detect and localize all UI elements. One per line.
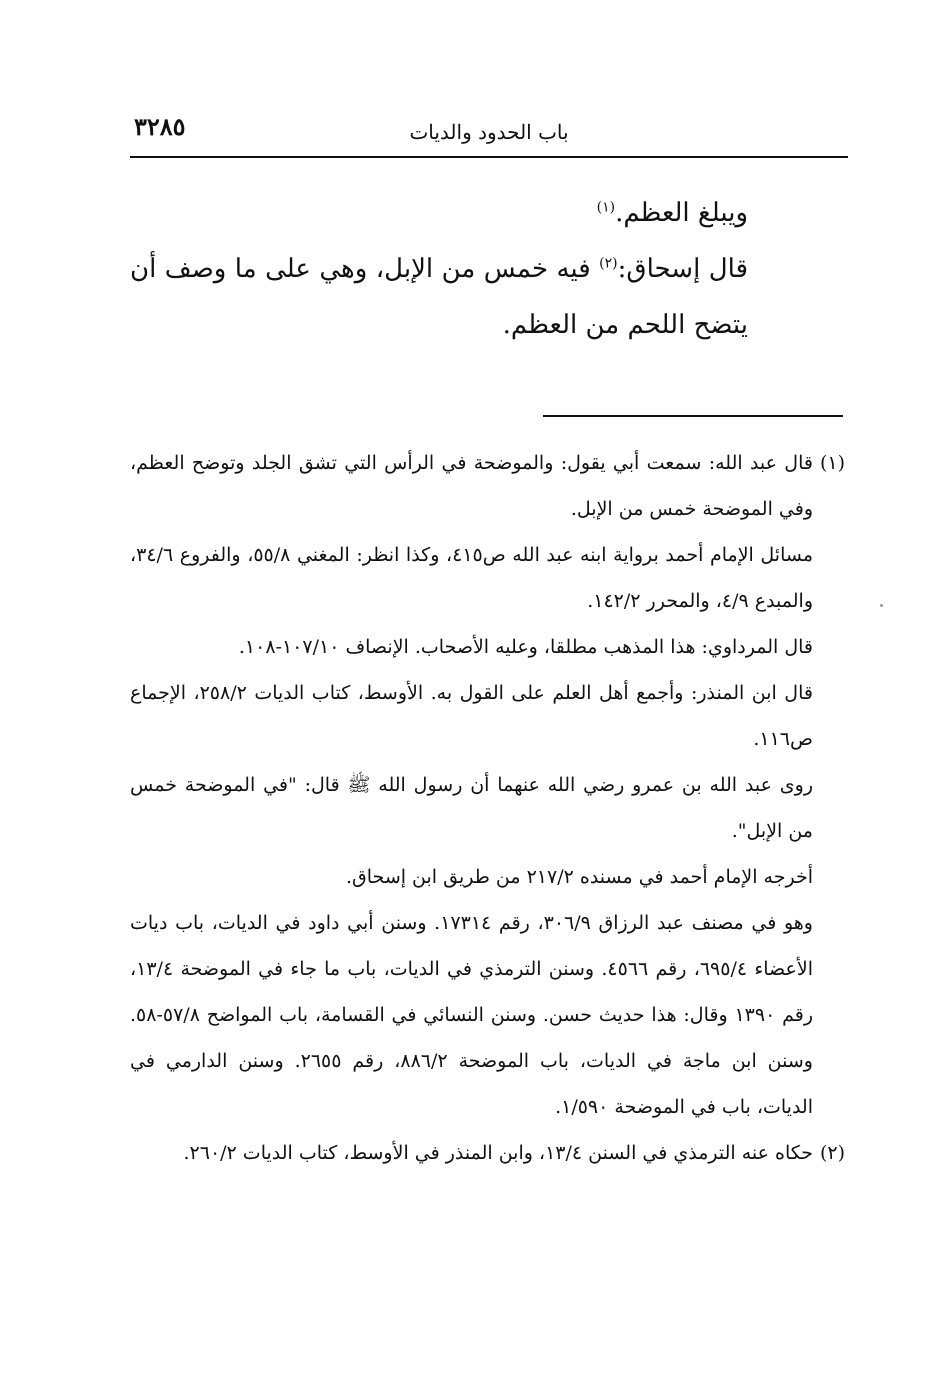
footnote-marker: (٢) [599,255,618,272]
main-text-span: فيه خمس من الإبل، وهي على ما وصف أن يتضح اللحم من العظم. [130,254,748,340]
footnote-separator [543,415,843,417]
main-paragraph [130,185,748,241]
footnote [130,440,845,532]
footnote-paragraph: روى عبد الله بن عمرو رضي الله عنهما أن رسول الله ﷺ قال: "في الموضحة خمس من الإبل". [130,774,813,842]
main-text-span: قال إسحاق: [617,254,748,284]
footnote-text: قال عبد الله: سمعت أبي يقول: والموضحة في الرأس التي تشق الجلد وتوضح العظم، وفي الموضحة خمس من الإبل. [130,452,813,520]
footnote-paragraph: أخرجه الإمام أحمد في مسنده ٢١٧/٢ من طريق ابن إسحاق. [345,866,813,888]
footnote-paragraph: وهو في مصنف عبد الرزاق ٣٠٦/٩، رقم ١٧٣١٤. وسنن أبي داود في الديات، باب ديات الأعضاء ٦٩٥/٤، رقم ٤٥٦٦. وسنن الترمذي في الديات، باب ما جاء في الموضحة ١٣/٤، رقم ١٣٩٠ وقال: هذا حديث حسن. وسنن النسائي في القسامة، باب المواضح ٥٧/٨-٥٨. وسنن ابن ماجة في الديات، باب الموضحة ٨٨٦/٢، رقم ٢٦٥٥. وسنن الدارمي في الديات، باب في الموضحة ١/٥٩٠. [130,912,813,1118]
main-text-span: ويبلغ العظم. [615,198,748,228]
footnote-number: (١) [819,452,845,474]
footnote-paragraph: مسائل الإمام أحمد برواية ابنه عبد الله ص٤١٥، وكذا انظر: المغني ٥٥/٨، والفروع ٣٤/٦، والمبدع ٤/٩، والمحرر ١٤٢/٢. [130,544,813,612]
running-header [130,112,848,158]
main-paragraph [130,241,748,353]
footnotes [130,440,845,1176]
footnote-paragraph: قال ابن المنذر: وأجمع أهل العلم على القول به. الأوسط، كتاب الديات ٢٥٨/٢، الإجماع ص١١٦. [130,682,813,750]
running-title: باب الحدود والديات [409,120,569,144]
footnote-marker: (١) [596,199,616,216]
footnote [130,1130,845,1176]
footnote-paragraph: قال المرداوي: هذا المذهب مطلقا، وعليه الأصحاب. الإنصاف ١٠٧/١٠-١٠٨. [238,636,813,658]
footnote-number: (٢) [819,1142,845,1164]
footnote-text: حكاه عنه الترمذي في السنن ١٣/٤، وابن المنذر في الأوسط، كتاب الديات ٢٦٠/٢. [183,1142,813,1164]
scan-speck [880,604,883,607]
page-number: ٣٢٨٥ [134,112,186,141]
main-text [130,185,748,353]
